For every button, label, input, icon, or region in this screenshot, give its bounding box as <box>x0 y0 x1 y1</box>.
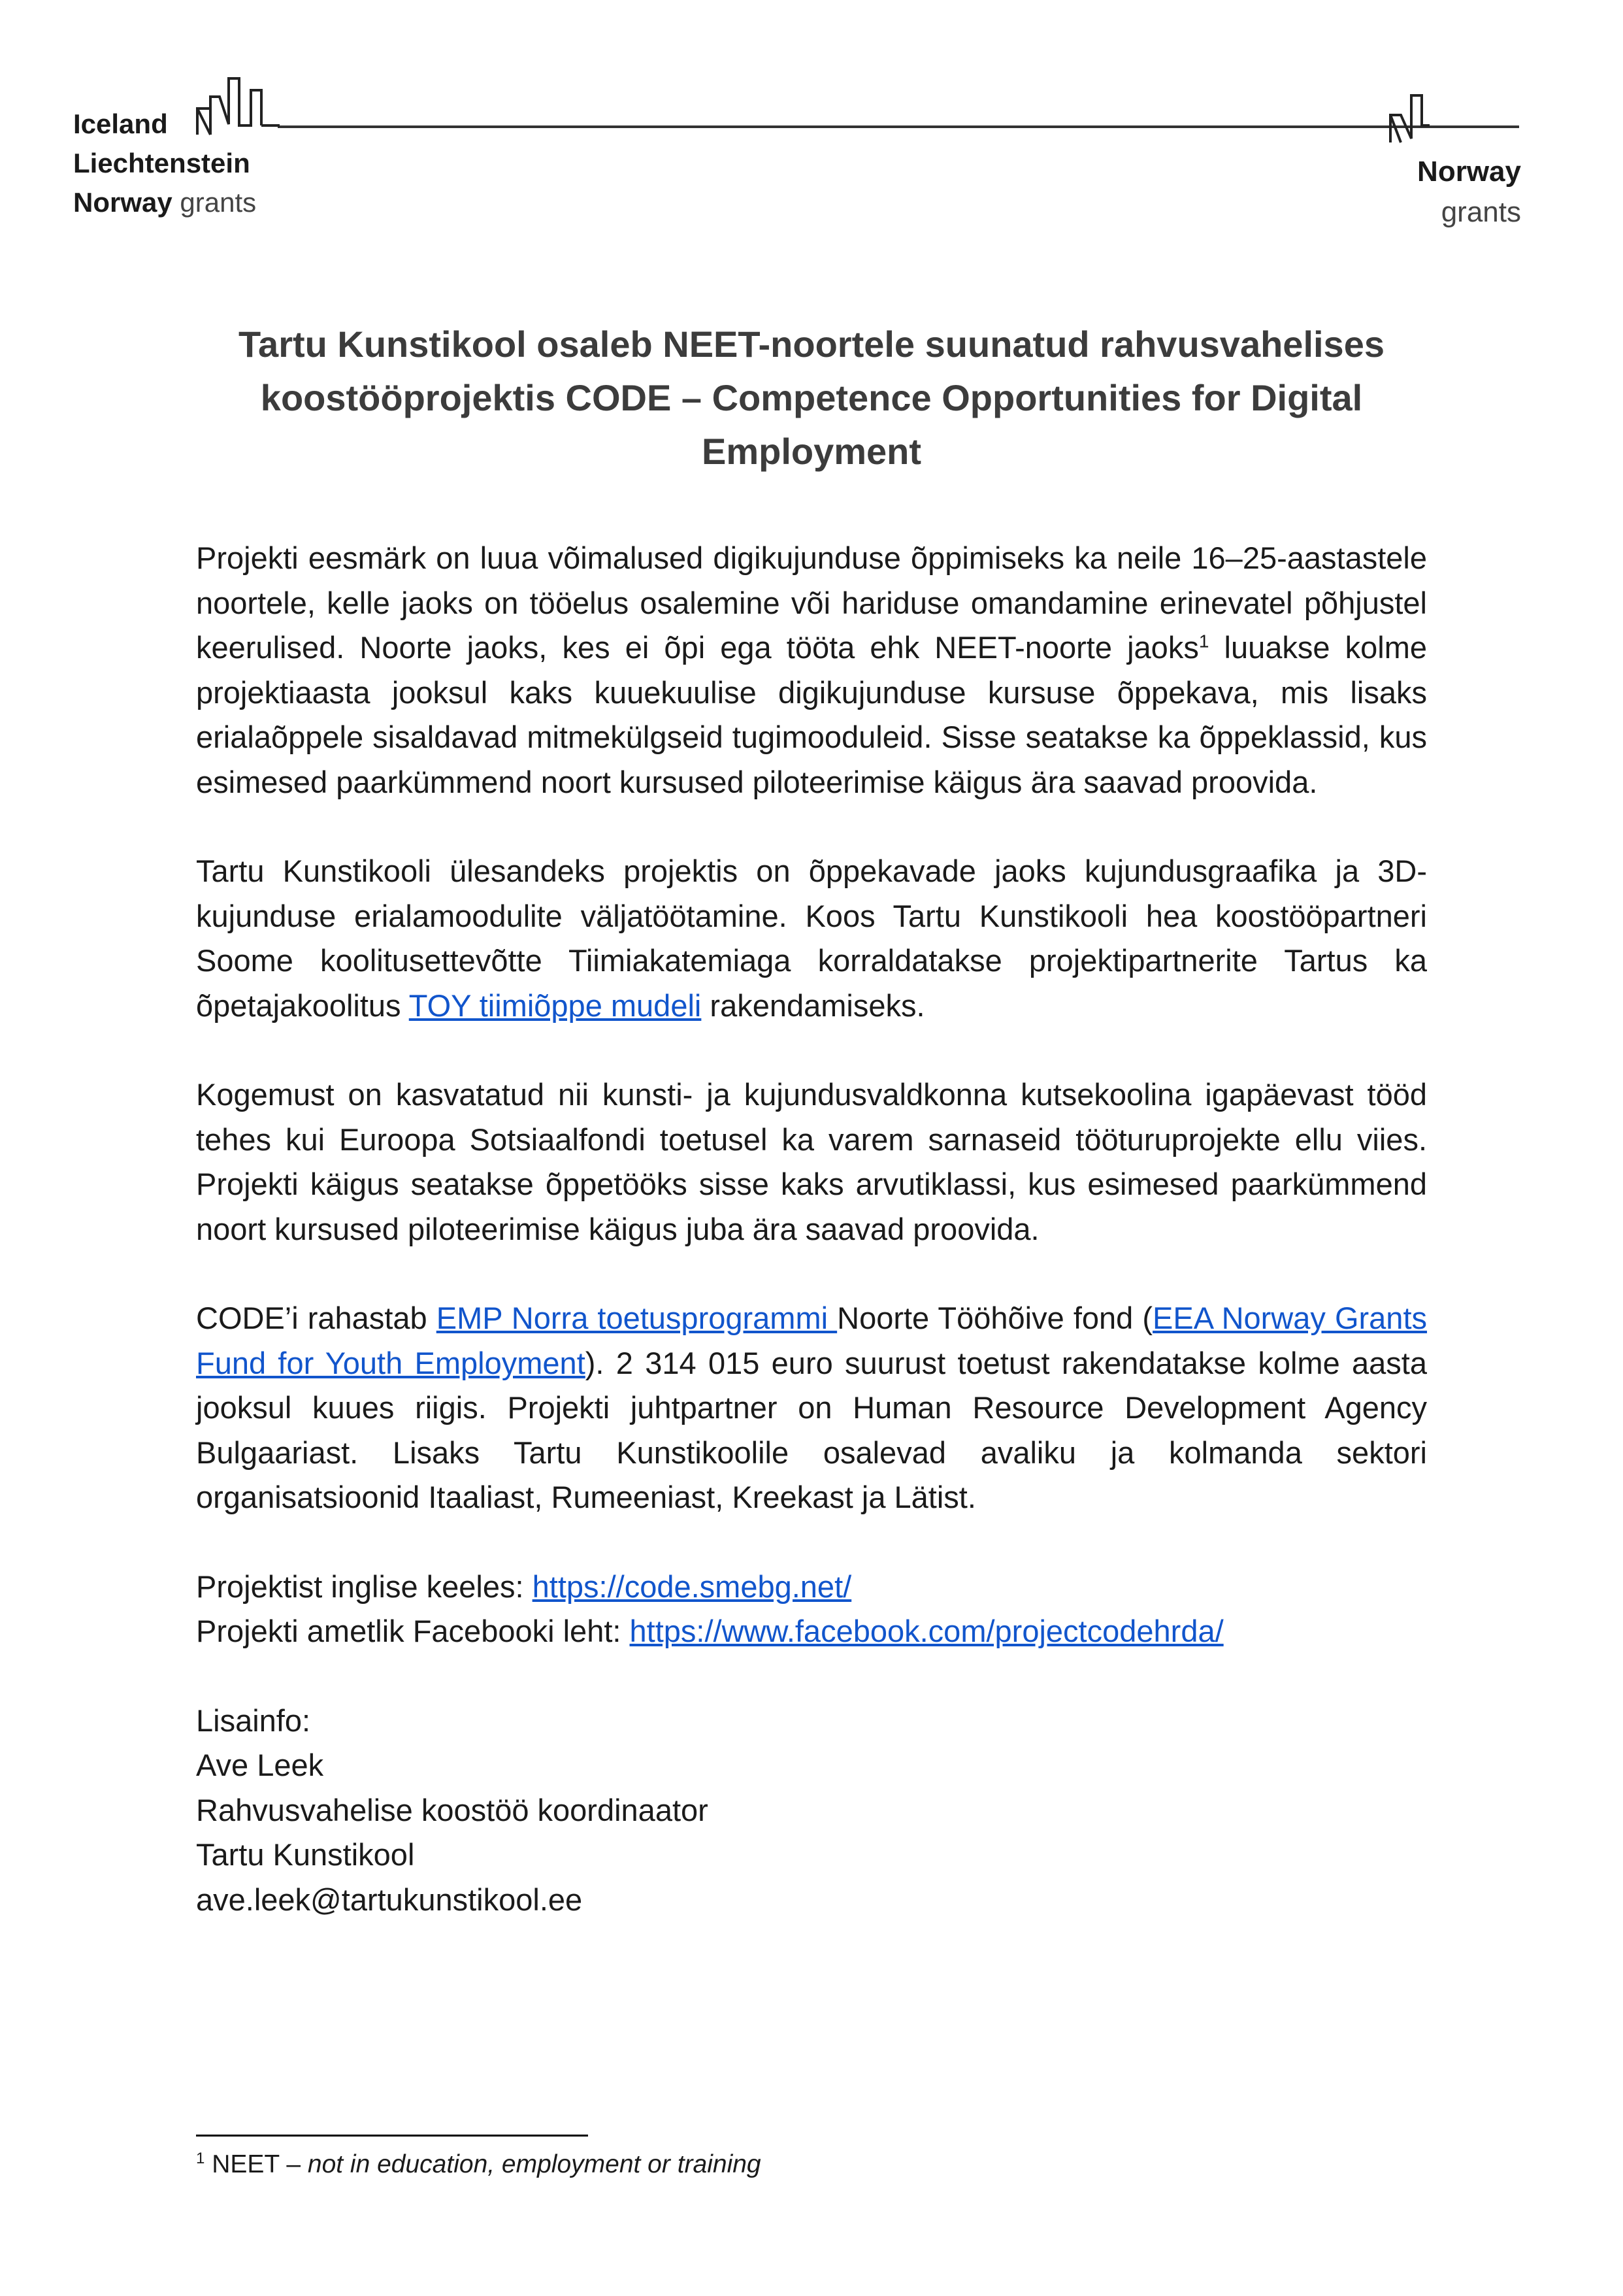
title-line-2: koostööprojektis CODE – Competence Opportunities for Digital <box>260 377 1363 418</box>
logo-text-iceland: Iceland <box>73 108 168 139</box>
toy-model-link[interactable]: TOY tiimiõppe mudeli <box>408 988 702 1023</box>
document-title <box>157 318 1466 478</box>
emp-norway-program-link[interactable]: EMP Norra toetusprogrammi <box>436 1301 838 1335</box>
norway-grants-logo-mark-icon <box>1389 93 1448 145</box>
logo-right-grants: grants <box>1441 196 1521 228</box>
paragraph-2-text-a: Tartu Kunstikooli ülesandeks projektis on õppekavade jaoks kujundusgraafika ja 3D-kujunduse erialamoodulite väljatöötamine. Koos Tartu Kunstikooli hea koostööpartneri Soome koolitusettevõtte Tiimiakatemiaga korraldatakse projektipartnerite Tartus ka õpetajakoolitus <box>196 854 1427 1023</box>
contact-email: ave.leek@tartukunstikool.ee <box>196 1882 583 1917</box>
english-site-link[interactable]: https://code.smebg.net/ <box>532 1569 852 1604</box>
footnote-number: 1 <box>196 2150 205 2167</box>
paragraph-4-text-a: CODE’i rahastab <box>196 1301 436 1335</box>
iceland-liechtenstein-norway-grants-logo <box>73 105 256 222</box>
logo-text-norway: Norway <box>73 187 172 218</box>
title-line-1: Tartu Kunstikool osaleb NEET-noortele suunatud rahvusvahelises <box>238 324 1385 365</box>
contact-organization: Tartu Kunstikool <box>196 1837 415 1872</box>
contact-info <box>196 1699 1427 1923</box>
paragraph-experience: Kogemust on kasvatatud nii kunsti- ja kujundusvaldkonna kutsekoolina igapäevast tööd tehes kui Euroopa Sotsiaalfondi toetusel ka varem sarnaseid tööturuprojekte ellu viies. Projekti käigus seatakse õppetööks sisse kaks arvutiklassi, kus esimesed paarkümmend noort kursused piloteerimise käigus juba ära saavad proovida. <box>196 1077 1427 1246</box>
english-site-line <box>196 1565 1427 1610</box>
logo-right-norway: Norway <box>1417 156 1521 188</box>
title-line-3: Employment <box>701 431 922 472</box>
paragraph-tartu-tasks <box>196 849 1427 1028</box>
footnote-term: NEET – <box>205 2150 308 2178</box>
facebook-page-label: Projekti ametlik Facebooki leht: <box>196 1614 630 1648</box>
paragraph-project-goal <box>196 536 1427 805</box>
norway-grants-logo <box>1417 152 1521 233</box>
facebook-page-link[interactable]: https://www.facebook.com/projectcodehrda/ <box>629 1614 1224 1648</box>
paragraph-1-text-b: luuakse kolme projektiaasta jooksul kaks kuuekuulise digikujunduse kursuse õppekava, mis lisaks erialaõppele sisaldavad mitmekülgseid tugimooduleid. Sisse seatakse ka õppeklassid, kus esimesed paarkümmend noort kursused piloteerimise käigus ära saavad proovida. <box>196 630 1427 799</box>
paragraph-4-text-b: Noorte Tööhõive fond ( <box>837 1301 1153 1335</box>
page-header <box>0 0 1623 248</box>
footnote-ref-1: 1 <box>1198 631 1209 652</box>
header-divider-line <box>278 125 1519 128</box>
facebook-page-line <box>196 1609 1427 1654</box>
logo-text-liechtenstein: Liechtenstein <box>73 148 250 178</box>
footnote-separator <box>196 2135 588 2137</box>
paragraph-2-text-b: rakendamiseks. <box>701 988 925 1023</box>
paragraph-1-text-a: Projekti eesmärk on luua võimalused digikujunduse õppimiseks ka neile 16–25-aastastele noortele, kelle jaoks on tööelus osalemine või hariduse omandamine erinevatel põhjustel keerulised. Noorte jaoks, kes ei õpi ega tööta ehk NEET-noorte jaoks <box>196 541 1427 665</box>
eea-norway-grants-link[interactable]: EEA Norway Grants Fund for Youth Employment <box>196 1301 1428 1380</box>
document-body <box>196 536 1427 1967</box>
contact-role: Rahvusvahelise koostöö koordinaator <box>196 1792 708 1827</box>
project-links <box>196 1565 1427 1654</box>
paragraph-4-text-c: ). 2 314 015 euro suurust toetust rakendatakse kolme aasta jooksul kuues riigis. Projekti juhtpartner on Human Resource Development Agency Bulgaariast. Lisaks Tartu Kunstikoolile osalevad avaliku ja kolmanda sektori organisatsioonid Itaaliast, Rumeeniast, Kreekast ja Lätist. <box>196 1345 1427 1514</box>
footnote <box>196 2148 761 2182</box>
paragraph-funding <box>196 1296 1427 1520</box>
logo-text-grants: grants <box>180 187 257 218</box>
contact-name: Ave Leek <box>196 1748 324 1782</box>
footnote-definition: not in education, employment or training <box>307 2150 761 2178</box>
english-site-label: Projektist inglise keeles: <box>196 1569 533 1604</box>
contact-label: Lisainfo: <box>196 1703 311 1738</box>
